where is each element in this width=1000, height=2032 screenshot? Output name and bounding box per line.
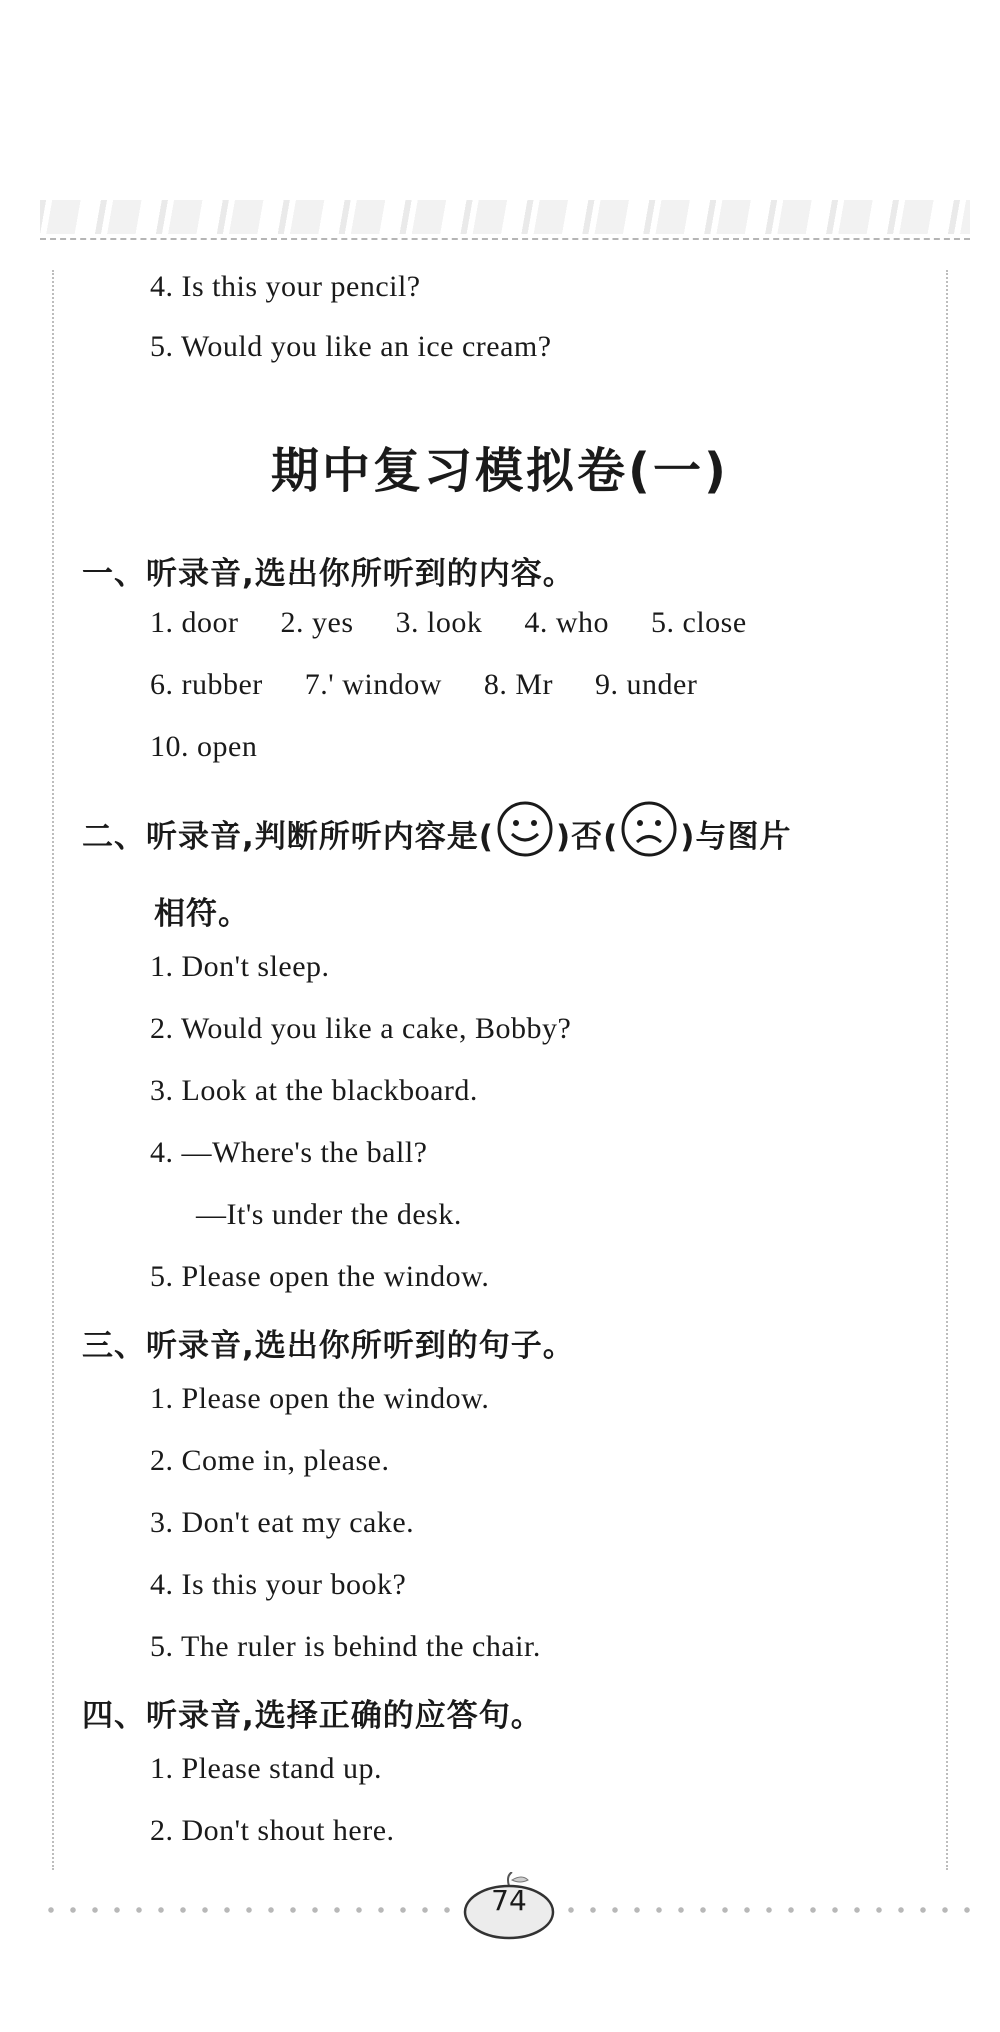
- right-margin-line: [946, 270, 948, 1870]
- section-2-heading-b: )否(: [555, 818, 619, 855]
- list-item: 1. Don't sleep.: [150, 950, 330, 983]
- word-row-3: [150, 730, 291, 764]
- footer-dots-right: [560, 1898, 980, 1922]
- word-item: 2. yes: [280, 606, 354, 639]
- word-item: 4. who: [524, 606, 610, 639]
- word-item: 7.' window: [304, 668, 442, 701]
- section-4-heading: 四、听录音,选择正确的应答句。: [82, 1698, 543, 1734]
- list-item: 1. Please stand up.: [150, 1752, 382, 1785]
- list-item: 2. Come in, please.: [150, 1444, 390, 1477]
- page-number: 74: [491, 1884, 527, 1917]
- section-1-heading: 一、听录音,选出你所听到的内容。: [82, 556, 575, 592]
- list-item: 5. The ruler is behind the chair.: [150, 1630, 541, 1663]
- word-item: 6. rubber: [150, 668, 263, 701]
- word-item: 10. open: [150, 730, 258, 763]
- list-item: 3. Don't eat my cake.: [150, 1506, 415, 1539]
- prev-item-5: 5. Would you like an ice cream?: [150, 330, 552, 363]
- list-item-answer: —It's under the desk.: [196, 1198, 462, 1231]
- section-3-heading: 三、听录音,选出你所听到的句子。: [82, 1328, 575, 1364]
- section-2-heading-c: )与图片: [680, 818, 792, 855]
- list-item: 4. Is this your book?: [150, 1568, 407, 1601]
- section-2-heading: [82, 800, 791, 866]
- word-item: 1. door: [150, 606, 239, 639]
- word-item: 3. look: [395, 606, 483, 639]
- list-item: 2. Would you like a cake, Bobby?: [150, 1012, 572, 1045]
- decorative-top-band: [40, 200, 970, 234]
- page-title: 期中复习模拟卷(一): [271, 443, 729, 499]
- word-item: 9. under: [595, 668, 698, 701]
- list-item: 4. —Where's the ball?: [150, 1136, 428, 1169]
- word-row-1: [150, 606, 781, 640]
- section-2-heading-cont: 相符。: [154, 896, 250, 932]
- list-item: 5. Please open the window.: [150, 1260, 490, 1293]
- left-margin-line: [52, 270, 54, 1870]
- list-item: 3. Look at the blackboard.: [150, 1074, 478, 1107]
- prev-item-4: 4. Is this your pencil?: [150, 270, 421, 303]
- word-row-2: [150, 668, 731, 702]
- word-item: 8. Mr: [483, 668, 554, 701]
- list-item: 1. Please open the window.: [150, 1382, 490, 1415]
- word-item: 5. close: [651, 606, 747, 639]
- footer-dots-left: [40, 1898, 460, 1922]
- section-2-heading-a: 二、听录音,判断所听内容是(: [82, 818, 494, 855]
- list-item: 2. Don't shout here.: [150, 1814, 395, 1847]
- sad-face-icon: [620, 800, 678, 866]
- top-dashed-rule: [40, 238, 970, 240]
- smiley-face-icon: [496, 800, 554, 866]
